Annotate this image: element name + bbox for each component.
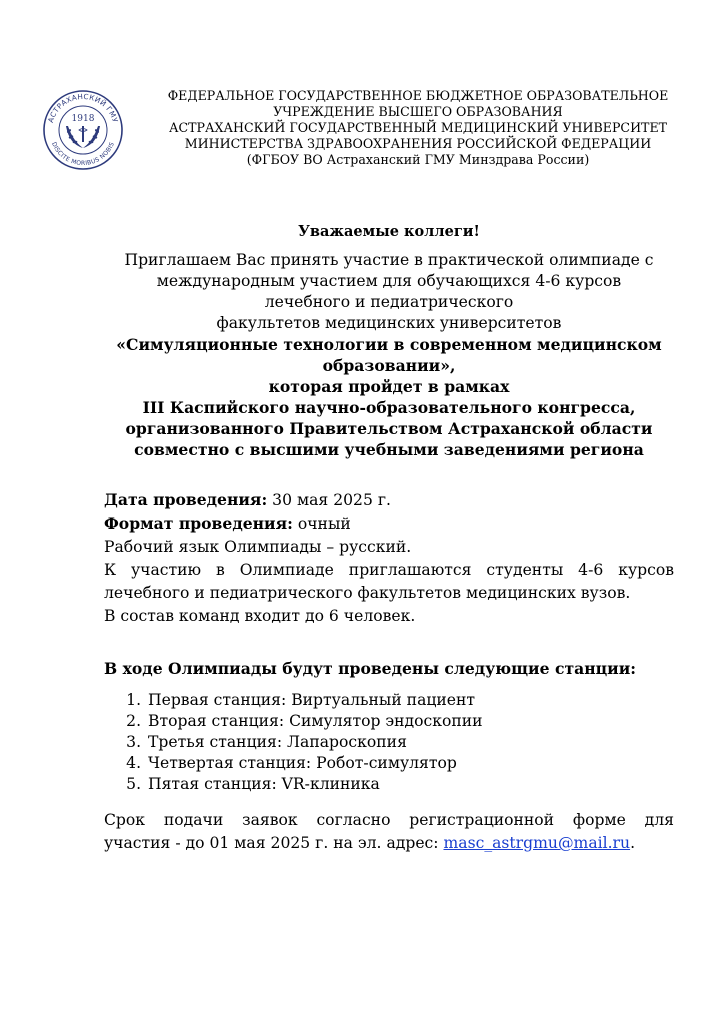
date-value: 30 мая 2025 г.: [267, 491, 391, 509]
date-row: [104, 488, 674, 512]
event-title-line: образовании»,: [322, 356, 456, 375]
team-size-text: В состав команд входит до 6 человек.: [104, 607, 416, 625]
greeting: Уважаемые коллеги!: [298, 223, 480, 240]
organization-name: [148, 88, 688, 168]
stations-heading: В ходе Олимпиады будут проведены следующие станции:: [104, 659, 637, 678]
letterhead: [38, 86, 688, 172]
invite-line: факультетов медицинских университетов: [216, 314, 562, 332]
stations-list: [104, 690, 674, 795]
email-link[interactable]: masc_astrgmu@mail.ru: [443, 834, 631, 852]
org-line: (ФГБОУ ВО Астраханский ГМУ Минздрава России): [246, 152, 590, 167]
event-title-line: организованного Правительством Астраханской области: [125, 419, 653, 438]
org-line: МИНИСТЕРСТВА ЗДРАВООХРАНЕНИЯ РОССИЙСКОЙ ФЕДЕРАЦИИ: [184, 136, 652, 151]
org-line: АСТРАХАНСКИЙ ГОСУДАРСТВЕННЫЙ МЕДИЦИНСКИЙ УНИВЕРСИТЕТ: [168, 120, 668, 135]
deadline-line-2: [104, 832, 674, 855]
org-line: УЧРЕЖДЕНИЕ ВЫСШЕГО ОБРАЗОВАНИЯ: [273, 104, 563, 119]
list-item: 4. Четвертая станция: Робот-симулятор: [146, 753, 674, 774]
invite-line: Приглашаем Вас принять участие в практической олимпиаде с: [124, 251, 654, 269]
deadline-line: Срок подачи заявок согласно регистрационной форме для: [104, 811, 674, 829]
deadline-line-text: участия - до 01 мая 2025 г. на эл. адрес:: [104, 834, 444, 852]
event-details: [104, 488, 674, 628]
invitation-text: [104, 250, 674, 460]
date-label: Дата проведения:: [104, 490, 268, 509]
event-title-line: которая пройдет в рамках: [268, 377, 510, 396]
event-title-line: III Каспийского научно-образовательного конгресса,: [142, 398, 636, 417]
format-row: [104, 512, 674, 536]
emblem-ring-text: АСТРАХАНСКИЙ ГМУ: [45, 91, 121, 124]
list-item: 5. Пятая станция: VR-клиника: [146, 774, 674, 795]
deadline-end: .: [630, 834, 636, 852]
format-value: очный: [292, 515, 351, 533]
event-title-line: «Симуляционные технологии в современном медицинском: [116, 335, 662, 354]
invite-line: лечебного и педиатрического: [264, 293, 514, 311]
org-line: ФЕДЕРАЛЬНОЕ ГОСУДАРСТВЕННОЕ БЮДЖЕТНОЕ ОБРАЗОВАТЕЛЬНОЕ: [167, 88, 669, 103]
university-emblem-logo: [38, 86, 128, 172]
participants-text: К участию в Олимпиаде приглашаются студенты 4-6 курсов: [104, 561, 674, 579]
invite-line: международным участием для обучающихся 4-6 курсов: [156, 272, 622, 290]
emblem-year: 1918: [71, 114, 95, 124]
language-text: Рабочий язык Олимпиады – русский.: [104, 538, 412, 556]
list-item: 3. Третья станция: Лапароскопия: [146, 732, 674, 753]
format-label: Формат проведения:: [104, 514, 293, 533]
participants-text-cont: лечебного и педиатрического факультетов медицинских вузов.: [104, 584, 631, 602]
list-item: 1. Первая станция: Виртуальный пациент: [146, 690, 674, 711]
event-title-line: совместно с высшими учебными заведениями региона: [134, 440, 644, 459]
letter-body: [104, 222, 674, 855]
list-item: 2. Вторая станция: Симулятор эндоскопии: [146, 711, 674, 732]
emblem-wreath-icon: [66, 126, 100, 148]
deadline-text: [104, 809, 674, 855]
emblem-motto: DISCITE MORIBUS NOBIS: [49, 141, 116, 168]
